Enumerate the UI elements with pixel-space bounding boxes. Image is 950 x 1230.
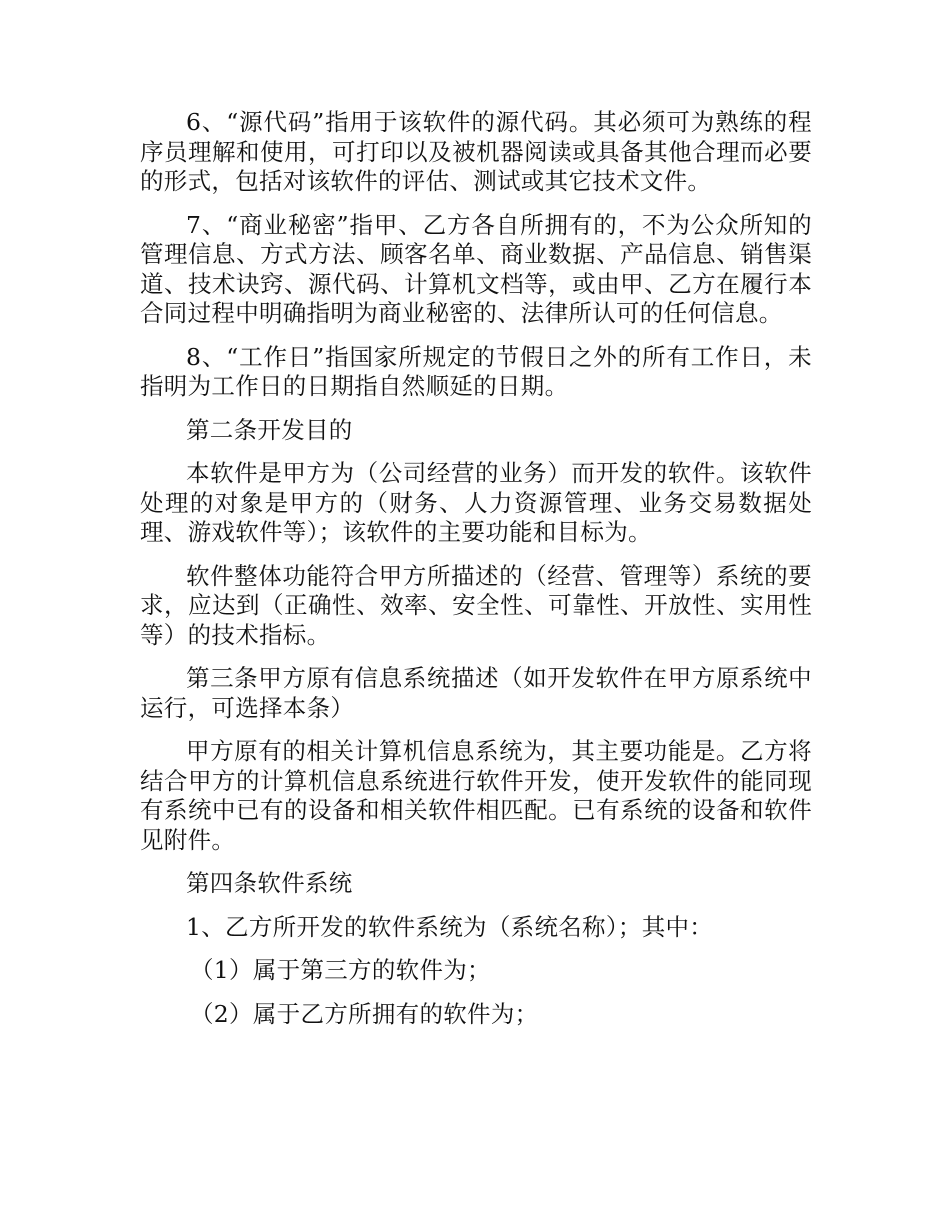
clause-working-day: 8、“工作日”指国家所规定的节假日之外的所有工作日，未指明为工作日的日期指自然顺延的日期。 xyxy=(140,342,812,400)
article-3-heading: 第三条甲方原有信息系统描述（如开发软件在甲方原系统中运行，可选择本条） xyxy=(140,664,812,722)
article-2-purpose: 本软件是甲方为（公司经营的业务）而开发的软件。该软件处理的对象是甲方的（财务、人力资源管理、业务交易数据处理、游戏软件等）；该软件的主要功能和目标为。 xyxy=(140,459,812,546)
article-4-subitem-1: （1）属于第三方的软件为； xyxy=(190,956,491,984)
clause-source-code: 6、“源代码”指用于该软件的源代码。其必须可为熟练的程序员理解和使用，可打印以及被机器阅读或具备其他合理而必要的形式，包括对该软件的评估、测试或其它技术文件。 xyxy=(140,108,812,195)
article-3-body: 甲方原有的相关计算机信息系统为，其主要功能是。乙方将结合甲方的计算机信息系统进行软件开发，使开发软件的能同现有系统中已有的设备和相关软件相匹配。已有系统的设备和软件见附件。 xyxy=(140,737,812,854)
article-4-heading: 第四条软件系统 xyxy=(186,869,353,897)
document-page xyxy=(140,108,812,1043)
article-2-requirements: 软件整体功能符合甲方所描述的（经营、管理等）系统的要求，应达到（正确性、效率、安全性、可靠性、开放性、实用性等）的技术指标。 xyxy=(140,561,812,649)
article-2-heading: 第二条开发目的 xyxy=(186,415,353,444)
article-4-item-1: 1、乙方所开发的软件系统为（系统名称）；其中： xyxy=(186,912,714,941)
article-4-subitem-2: （2）属于乙方所拥有的软件为； xyxy=(190,999,539,1028)
clause-trade-secret: 7、“商业秘密”指甲、乙方各自所拥有的，不为公众所知的管理信息、方式方法、顾客名单、商业数据、产品信息、销售渠道、技术诀窍、源代码、计算机文档等，或由甲、乙方在履行本合同过程中明确指明为商业秘密的、法律所认可的任何信息。 xyxy=(140,210,812,327)
